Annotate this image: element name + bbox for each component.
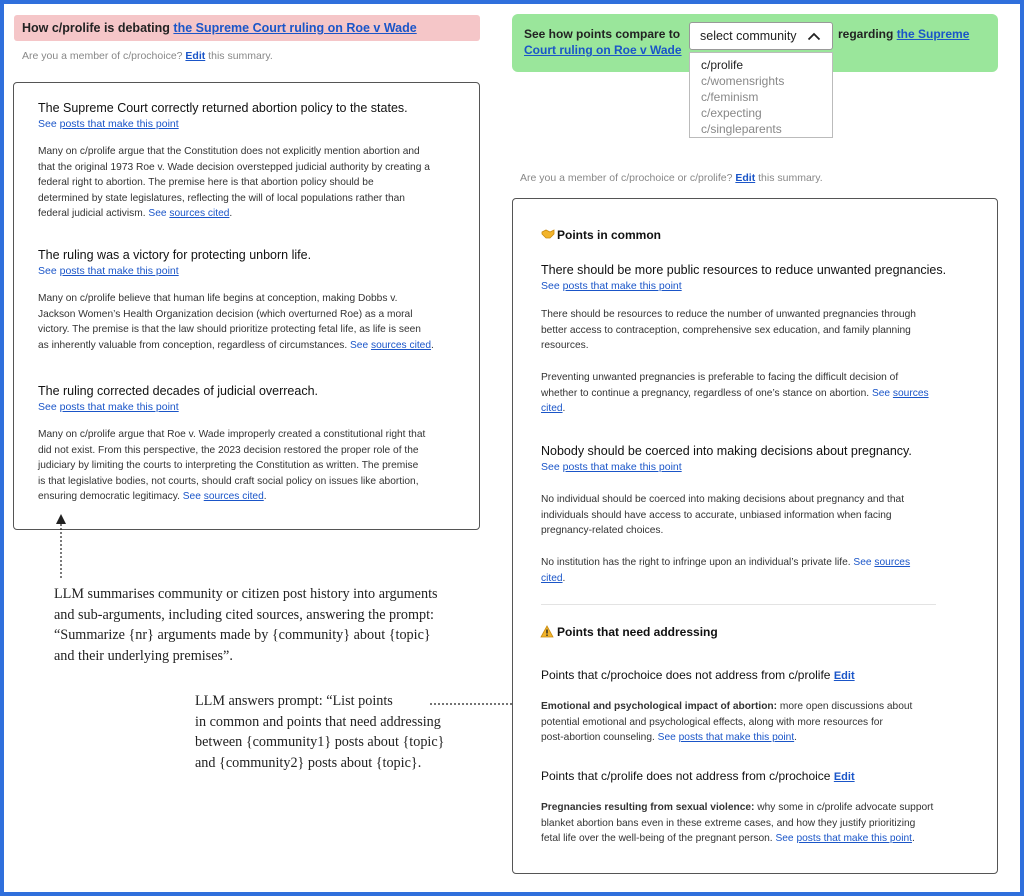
body-line: that the original 1973 Roe v. Wade decision overstepped judicial authority by creating a xyxy=(38,161,430,173)
right-caption xyxy=(195,691,444,773)
argument-body xyxy=(38,291,434,353)
body-line: better access to contraception, comprehensive sex education, and family planning xyxy=(541,324,911,336)
body-line xyxy=(38,338,434,354)
body-line-text: federal judicial activism. xyxy=(38,208,149,220)
posts-link[interactable]: posts that make this point xyxy=(59,118,179,130)
section-title: Points that need addressing xyxy=(557,625,718,639)
member-note-suffix: this summary. xyxy=(205,50,273,62)
posts-link[interactable]: posts that make this point xyxy=(562,461,682,473)
see-label: See xyxy=(182,491,204,503)
dropdown-option[interactable]: c/expecting xyxy=(701,106,762,120)
caption-line: and {community2} posts about {topic}. xyxy=(195,754,422,771)
topic-link[interactable]: the Supreme xyxy=(896,27,970,41)
caption-line: in common and points that need addressing xyxy=(195,713,441,730)
body-line: is that legislative bodies, not courts, should craft social policy on issues like abortion, xyxy=(38,475,419,487)
body-line: pregnancy-related choices. xyxy=(541,525,664,537)
caption-line: between {community1} posts about {topic} xyxy=(195,734,445,750)
topic-link[interactable]: the Supreme Court ruling on Roe v Wade xyxy=(173,21,417,35)
body-line: There should be resources to reduce the number of unwanted pregnancies through xyxy=(541,309,916,320)
sources-link[interactable]: cited xyxy=(541,572,563,584)
compare-label: See how points compare to xyxy=(524,27,681,41)
see-label: See xyxy=(871,387,893,399)
section-divider xyxy=(541,604,936,605)
address-body xyxy=(541,699,912,746)
point-label: Emotional and psychological impact of abortion: xyxy=(541,701,778,712)
section-title: Points in common xyxy=(557,228,662,242)
body-line: did not exist. From this perspective, the 2023 decision restored the proper role of the xyxy=(38,444,419,456)
regarding-label xyxy=(838,27,969,41)
right-member-note xyxy=(520,172,823,184)
chevron-up-icon xyxy=(807,32,821,41)
sources-link[interactable]: sources cited xyxy=(169,208,230,220)
community-select[interactable] xyxy=(689,22,833,50)
body-line xyxy=(541,730,912,746)
see-label: See xyxy=(38,401,60,413)
body-line xyxy=(541,699,912,715)
see-label: See xyxy=(541,461,563,473)
body-line xyxy=(541,555,910,571)
see-posts xyxy=(38,265,179,277)
caption-line: “Summarize {nr} arguments made by {community} about {topic} xyxy=(54,627,431,643)
see-posts xyxy=(541,461,682,473)
body-line xyxy=(541,571,910,587)
topic-link[interactable]: Court ruling on Roe v Wade xyxy=(524,43,682,57)
point-body xyxy=(541,370,929,417)
address-body xyxy=(541,800,933,847)
body-line: judiciary by limiting the courts to interpreting the Constitution as written. The premise xyxy=(38,460,419,472)
left-summary-card xyxy=(13,82,480,530)
left-member-note xyxy=(22,50,273,62)
edit-link[interactable]: Edit xyxy=(833,670,855,682)
dropdown-option[interactable]: c/prolife xyxy=(701,58,744,72)
period: . xyxy=(562,572,566,584)
body-line xyxy=(541,831,933,847)
sources-link[interactable]: sources cited xyxy=(370,339,432,351)
argument-title: The ruling corrected decades of judicial overreach. xyxy=(38,384,319,398)
community-dropdown xyxy=(689,52,833,138)
member-note-text: Are you a member of c/prochoice or c/prolife? xyxy=(520,172,736,184)
body-line: potential emotional and psychological effects, along with more resources for xyxy=(541,716,883,728)
see-label: See xyxy=(541,280,563,292)
body-line xyxy=(541,386,929,402)
point-body xyxy=(541,307,916,354)
edit-link[interactable]: Edit xyxy=(185,50,206,62)
posts-link[interactable]: posts that make this point xyxy=(796,833,912,845)
handshake-icon xyxy=(541,229,555,239)
body-line-text: No institution has the right to infringe upon an individual’s private life. xyxy=(541,557,854,568)
argument-title: The ruling was a victory for protecting unborn life. xyxy=(38,248,312,262)
body-line xyxy=(541,800,933,816)
point-title: There should be more public resources to reduce unwanted pregnancies. xyxy=(541,263,947,277)
caption-line: and their underlying premises”. xyxy=(54,647,233,664)
caption-line: LLM summarises community or citizen post history into arguments xyxy=(54,586,438,602)
dropdown-option[interactable]: c/feminism xyxy=(701,90,759,104)
body-line: victory. The premise is that the law should prioritize protecting fetal life, as life is seen xyxy=(38,324,421,336)
body-line-text: whether to continue a pregnancy, regardless of one’s stance on abortion. xyxy=(541,387,872,399)
posts-link[interactable]: posts that make this point xyxy=(59,401,179,413)
posts-link[interactable]: posts that make this point xyxy=(562,280,682,292)
arrow-up-icon xyxy=(54,512,68,582)
dropdown-option[interactable]: c/womensrights xyxy=(701,74,785,88)
body-line: blanket abortion bans even in these extreme cases, and how they justify prioritizing xyxy=(541,817,916,829)
body-line: Many on c/prolife believe that human life begins at conception, making Dobbs v. xyxy=(38,293,398,304)
period: . xyxy=(911,833,915,845)
period: . xyxy=(794,732,798,744)
body-line-text: fetal life over the well-being of the pregnant person. xyxy=(541,833,776,845)
point-body xyxy=(541,555,910,586)
member-note-suffix: this summary. xyxy=(755,172,823,184)
see-posts xyxy=(541,280,682,292)
see-label: See xyxy=(350,339,371,351)
address-heading-text: Points that c/prolife does not address from c/prochoice xyxy=(541,769,834,783)
sources-link[interactable]: sources xyxy=(874,557,911,568)
comparison-card xyxy=(512,198,998,874)
regarding-text: regarding xyxy=(838,27,894,41)
body-line-text: more open discussions about xyxy=(777,701,913,712)
period: . xyxy=(562,403,566,415)
period: . xyxy=(229,208,233,220)
body-line: No individual should be coerced into making decisions about pregnancy and that xyxy=(541,494,905,505)
left-header xyxy=(14,15,480,41)
point-label: Pregnancies resulting from sexual violence: xyxy=(541,802,755,813)
warning-icon xyxy=(540,625,554,638)
caption-line: LLM answers prompt: “List points xyxy=(195,693,393,709)
body-line xyxy=(38,489,425,505)
member-note-text: Are you a member of c/prochoice? xyxy=(22,50,186,62)
body-line: Many on c/prolife argue that the Constitution does not explicitly mention abortion and xyxy=(38,146,420,157)
posts-link[interactable]: posts that make this point xyxy=(59,265,179,277)
see-label: See xyxy=(38,118,60,130)
see-label: See xyxy=(853,557,875,568)
see-posts xyxy=(38,118,179,130)
body-line: resources. xyxy=(541,340,589,352)
body-line: Jackson Women’s Health Organization decision (which overturned Roe) as a moral xyxy=(38,308,413,320)
select-label: select community xyxy=(700,29,797,43)
sources-link[interactable]: sources cited xyxy=(203,491,264,503)
body-line-text: as inherently valuable from conception, regardless of circumstances. xyxy=(38,339,351,351)
body-line: Many on c/prolife argue that Roe v. Wade improperly created a constitutional right that xyxy=(38,429,426,440)
posts-link[interactable]: posts that make this point xyxy=(678,732,795,744)
argument-title: The Supreme Court correctly returned abortion policy to the states. xyxy=(38,101,408,115)
period: . xyxy=(431,339,434,351)
body-line-text: ensuring democratic legitimacy. xyxy=(38,491,183,503)
address-heading xyxy=(541,769,855,783)
address-heading-text: Points that c/prochoice does not address from c/prolife xyxy=(541,668,834,682)
body-line: determined by state legislatures, reflecting the will of local populations rather than xyxy=(38,192,405,204)
see-label: See xyxy=(38,265,60,277)
see-label: See xyxy=(657,732,679,744)
body-line: individuals should have access to accurate, unbiased information when facing xyxy=(541,509,892,521)
left-caption xyxy=(54,584,438,666)
body-line-text: why some in c/prolife advocate support xyxy=(754,802,934,813)
address-heading xyxy=(541,668,855,682)
sources-link[interactable]: sources xyxy=(892,387,929,399)
body-line: federal right to abortion. The premise here is that abortion policy should be xyxy=(38,177,374,189)
period: . xyxy=(263,491,267,503)
body-line: Preventing unwanted pregnancies is preferable to facing the difficult decision of xyxy=(541,372,899,383)
left-header-prefix: How c/prolife is debating xyxy=(22,21,174,35)
see-label: See xyxy=(775,833,797,845)
body-line xyxy=(38,206,430,222)
edit-link[interactable]: Edit xyxy=(833,771,855,783)
figure-frame xyxy=(4,4,1020,892)
argument-body xyxy=(38,144,430,222)
dropdown-option[interactable]: c/singleparents xyxy=(701,122,782,136)
point-body xyxy=(541,492,904,539)
argument-body xyxy=(38,427,425,505)
edit-link[interactable]: Edit xyxy=(735,172,756,184)
see-label: See xyxy=(148,208,170,220)
body-line-text: post-abortion counseling. xyxy=(541,732,658,744)
sources-link[interactable]: cited xyxy=(541,403,563,415)
caption-line: and sub-arguments, including cited sources, answering the prompt: xyxy=(54,606,434,623)
see-posts xyxy=(38,401,179,413)
body-line xyxy=(541,401,929,417)
point-title: Nobody should be coerced into making decisions about pregnancy. xyxy=(541,444,912,458)
topic-link-line-2 xyxy=(524,43,682,57)
